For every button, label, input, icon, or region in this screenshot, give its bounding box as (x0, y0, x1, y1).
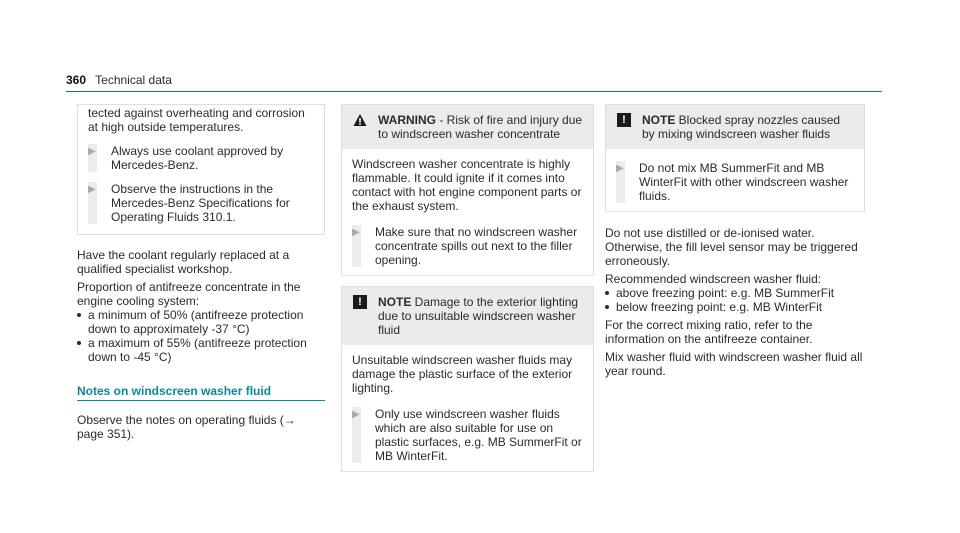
note-box (341, 286, 594, 472)
section-heading: Notes on windscreen washer fluid (77, 384, 325, 401)
page-header (66, 73, 172, 87)
warning-header (342, 105, 593, 149)
list-item: a maximum of 55% (antifreeze protection down to -45 °C) (77, 336, 325, 364)
bullet-icon (605, 305, 609, 309)
paragraph: Mix washer fluid with windscreen washer fluid all year round. (605, 350, 863, 378)
step-arrow-icon: ▶ (352, 227, 360, 238)
bullet-list (77, 308, 325, 364)
list-item: below freezing point: e.g. MB WinterFit (605, 300, 865, 314)
note-label: NOTE (378, 295, 412, 309)
section-name: Technical data (95, 73, 172, 87)
paragraph: Recommended windscreen washer fluid: (605, 272, 822, 286)
paragraph: Have the coolant regularly replaced at a qualified specialist workshop. (77, 248, 290, 276)
note-body: Unsuitable windscreen washer fluids may damage the plastic surface of the exterior lighting. (352, 353, 573, 395)
paragraph: Do not use distilled or de-ionised water. Otherwise, the fill level sensor may be triggered erroneously. (605, 226, 858, 268)
bullet-icon (77, 341, 81, 345)
step-item: ▶ Observe the instructions in the Mercedes-Benz Specifications for Operating Fluids 310.1. (88, 182, 290, 224)
header-rule (66, 91, 882, 92)
warning-triangle-icon (353, 113, 367, 127)
note-exclamation-icon: ! (353, 295, 367, 309)
note-header (606, 105, 864, 149)
bullet-icon (605, 291, 609, 295)
column-1 (77, 104, 325, 441)
note-label: NOTE (642, 113, 676, 127)
note-header (342, 287, 593, 345)
note-title: Blocked spray nozzles caused by mixing windscreen washer fluids (642, 113, 841, 141)
warning-body: Windscreen washer concentrate is highly flammable. It could ignite if it comes into contact with hot engine component parts or the exhaust system. (352, 157, 582, 213)
paragraph: Observe the notes on operating fluids (→ page 351). (77, 413, 296, 441)
step-item: ▶ Do not mix MB SummerFit and MB WinterFit with other windscreen washer fluids. (616, 161, 849, 203)
step-arrow-icon: ▶ (616, 163, 624, 174)
note-box (605, 104, 865, 212)
column-3 (605, 104, 865, 378)
bullet-icon (77, 313, 81, 317)
continued-text: tected against overheating and corrosion at high outside temperatures. (88, 106, 305, 134)
step-item: ▶ Always use coolant approved by Mercedes-Benz. (88, 144, 284, 172)
list-item: above freezing point: e.g. MB SummerFit (605, 286, 865, 300)
paragraph: For the correct mixing ratio, refer to the information on the antifreeze container. (605, 318, 813, 346)
step-item: ▶ Make sure that no windscreen washer concentrate spills out next to the filler opening. (352, 225, 578, 267)
step-arrow-icon: ▶ (88, 146, 96, 157)
column-2 (341, 104, 594, 472)
bullet-list (605, 286, 865, 314)
step-arrow-icon: ▶ (88, 184, 96, 195)
list-item: a minimum of 50% (antifreeze protection down to approximately -37 °C) (77, 308, 325, 336)
warning-box (341, 104, 594, 276)
continued-box (77, 104, 325, 235)
page-number: 360 (66, 73, 87, 87)
note-exclamation-icon: ! (617, 113, 631, 127)
step-item: ▶ Only use windscreen washer fluids which are also suitable for use on plastic surfaces, e.g. MB SummerFit or MB WinterFit. (352, 407, 582, 463)
paragraph: Proportion of antifreeze concentrate in the engine cooling system: (77, 280, 301, 308)
step-arrow-icon: ▶ (352, 409, 360, 420)
warning-title: - Risk of fire and injury due to windscreen washer concentrate (378, 113, 583, 141)
note-title: Damage to the exterior lighting due to unsuitable windscreen washer fluid (378, 295, 579, 337)
warning-label: WARNING (378, 113, 436, 127)
